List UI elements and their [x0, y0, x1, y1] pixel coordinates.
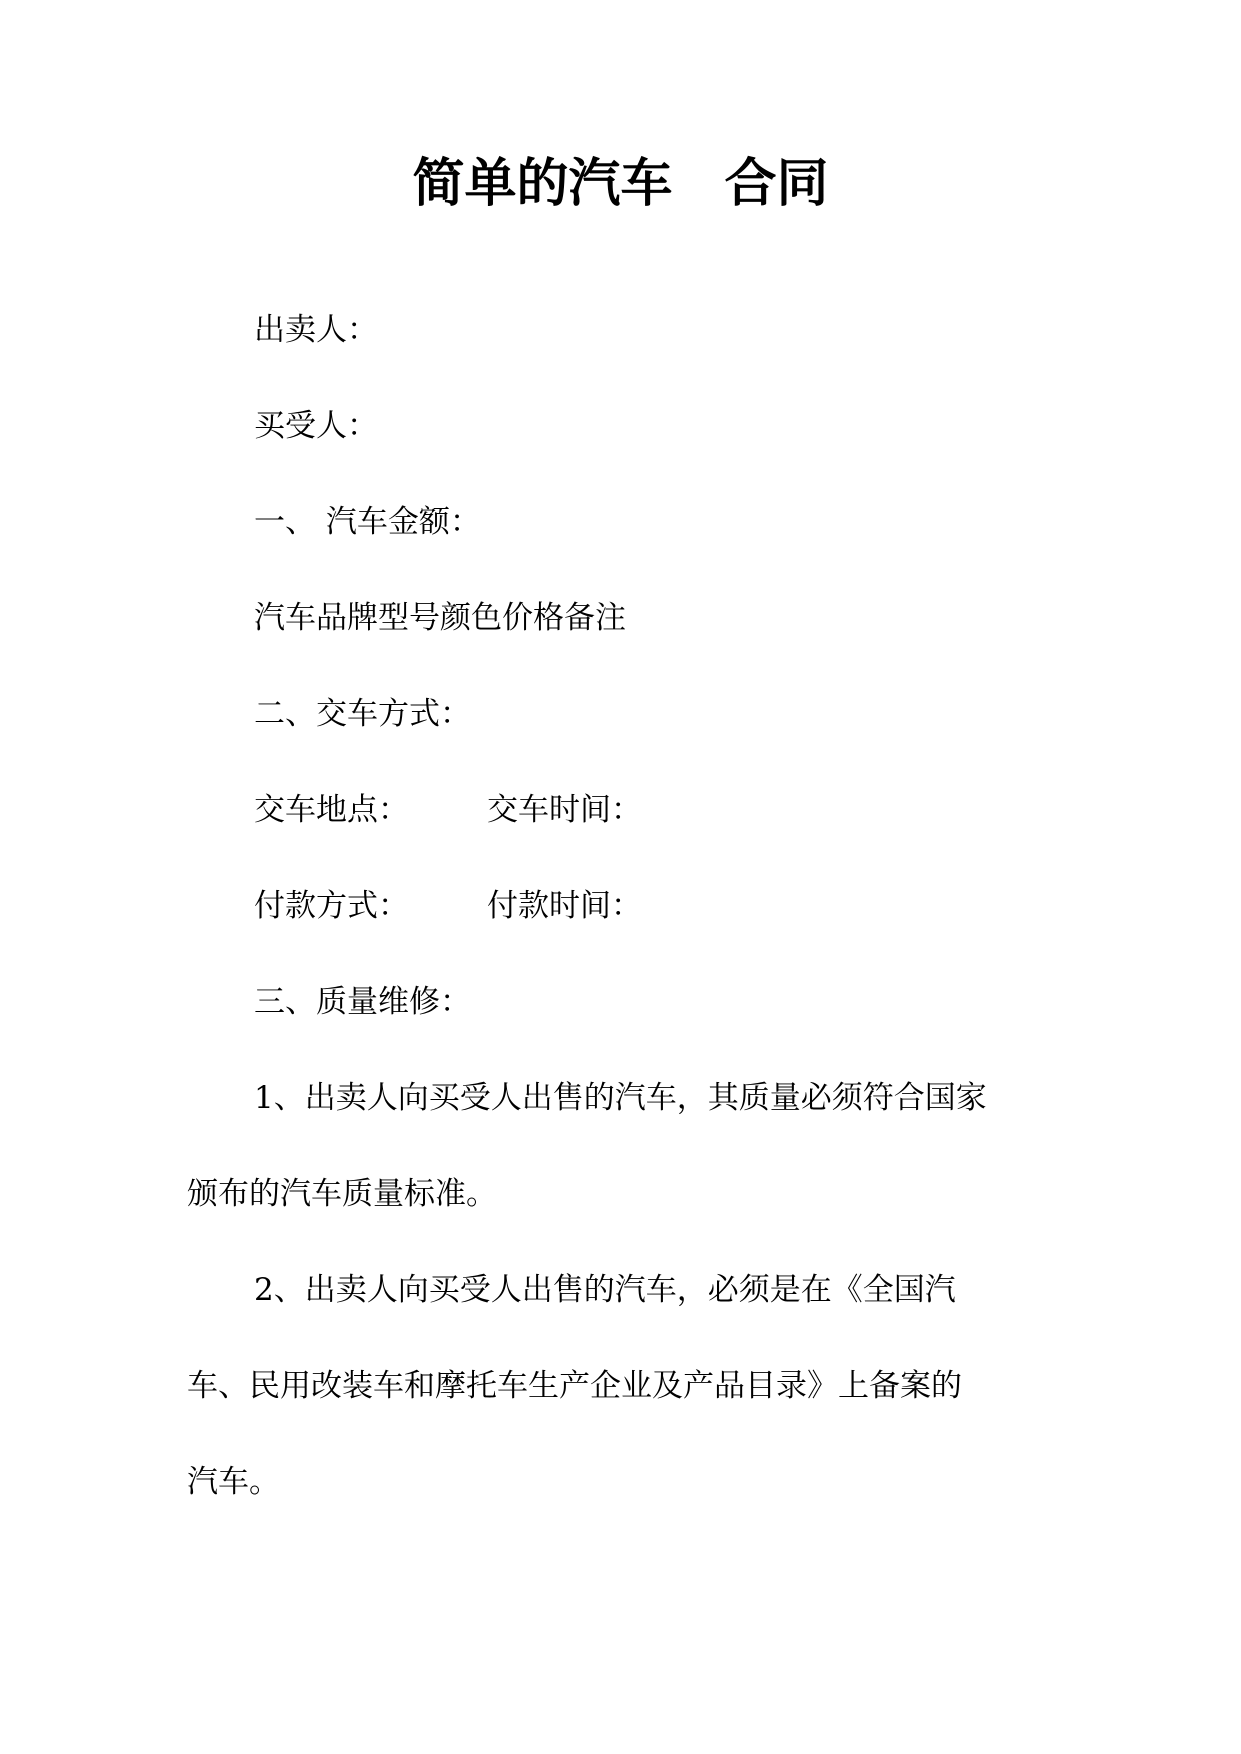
vehicle-table-header: 汽车品牌型号颜色价格备注	[254, 600, 626, 636]
seller-label: 出卖人：	[254, 312, 378, 348]
page-title: 简单的汽车 合同	[412, 154, 829, 214]
delivery-place-label: 交车地点：	[254, 792, 409, 828]
clause2-line3: 汽车。	[187, 1464, 280, 1500]
clause1-line2: 颁布的汽车质量标准。	[187, 1176, 497, 1212]
clause1-line1: 1、出卖人向买受人出售的汽车，其质量必须符合国家	[254, 1080, 987, 1116]
section1-heading: 一、 汽车金额：	[254, 504, 481, 540]
delivery-time-label: 交车时间：	[487, 792, 642, 828]
buyer-label: 买受人：	[254, 408, 378, 444]
clause2-line2: 车、民用改装车和摩托车生产企业及产品目录》上备案的	[187, 1368, 962, 1404]
payment-method-label: 付款方式：	[254, 888, 409, 924]
section2-heading: 二、交车方式：	[254, 696, 471, 732]
payment-time-label: 付款时间：	[487, 888, 642, 924]
section3-heading: 三、质量维修：	[254, 984, 471, 1020]
clause2-line1: 2、出卖人向买受人出售的汽车，必须是在《全国汽	[254, 1272, 956, 1308]
